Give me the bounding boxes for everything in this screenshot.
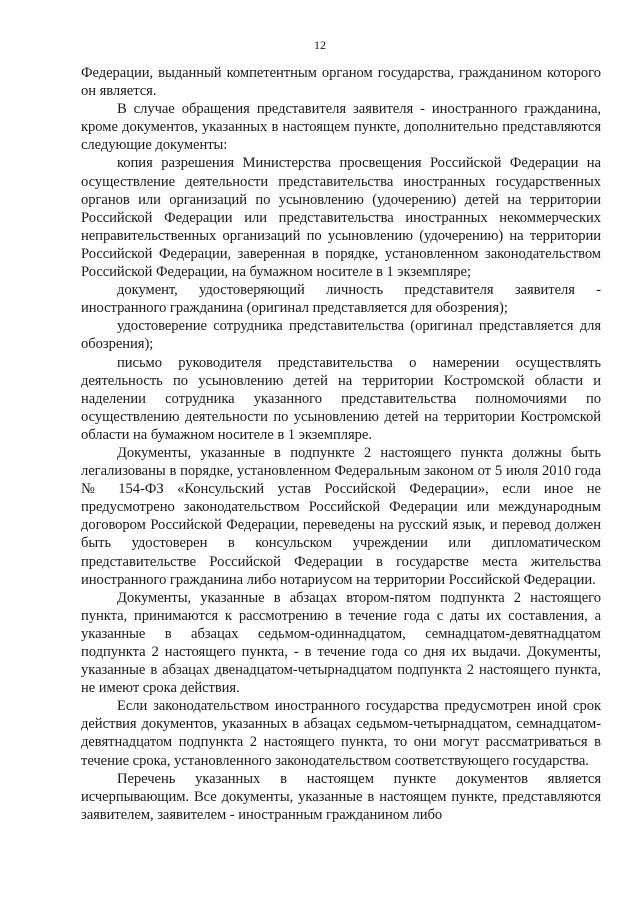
- paragraph: копия разрешения Министерства просвещения Российской Федерации на осуществление деятельности представительства иностранных государственных органов или организаций по усыновлению (удочерению) детей на территории Российской Федерации или представительства иностранных некоммерческих неправительственных организаций по усыновлению (удочерению) на территории Российской Федерации, заверенная в порядке, установленном законодательством Российской Федерации, на бумажном носителе в 1 экземпляре;: [81, 155, 601, 281]
- paragraph: Документы, указанные в подпункте 2 настоящего пункта должны быть легализованы в порядке, установленном Федеральным законом от 5 июля 2010 года № 154-ФЗ «Консульский устав Российской Федерации», если иное не предусмотрено законодательством Российской Федерации или международным договором Российской Федерации, переведены на русский язык, и перевод должен быть удостоверен в консульском учреждении или дипломатическом представительстве Российской Федерации в государстве места жительства иностранного гражданина либо нотариусом на территории Российской Федерации.: [81, 444, 601, 588]
- paragraph: документ, удостоверяющий личность представителя заявителя - иностранного гражданина (оригинал представляется для обозрения);: [81, 282, 601, 317]
- paragraph: В случае обращения представителя заявителя - иностранного гражданина, кроме документов, указанных в настоящем пункте, дополнительно представляются следующие документы:: [81, 101, 601, 154]
- paragraph: письмо руководителя представительства о намерении осуществлять деятельность по усыновлению детей на территории Костромской области и наделении сотрудника указанного представительства полномочиями по осуществлению деятельности по усыновлению детей на территории Костромской области на бумажном носителе в 1 экземпляре.: [81, 354, 601, 443]
- paragraph-continuation: Федерации, выданный компетентным органом государства, гражданином которого он является.: [81, 65, 601, 100]
- paragraph: Перечень указанных в настоящем пункте документов является исчерпывающим. Все документы, указанные в настоящем пункте, представляются заявителем, заявителем - иностранным гражданином либо: [81, 770, 601, 823]
- document-body: [81, 64, 601, 824]
- paragraph: Документы, указанные в абзацах втором-пятом подпункта 2 настоящего пункта, принимаются к рассмотрению в течение года с даты их составления, а указанные в абзацах седьмом-одиннадцатом, семнадцатом-девятнадцатом подпункта 2 настоящего пункта, - в течение года со дня их выдачи. Документы, указанные в абзацах двенадцатом-четырнадцатом подпункта 2 настоящего пункта, не имеют срока действия.: [81, 589, 601, 697]
- paragraph: Если законодательством иностранного государства предусмотрен иной срок действия документов, указанных в абзацах седьмом-четырнадцатом, семнадцатом-девятнадцатом подпункта 2 настоящего пункта, то они могут рассматриваться в течение срока, установленного законодательством соответствующего государства.: [81, 698, 601, 769]
- page-number: 12: [314, 38, 326, 52]
- paragraph: удостоверение сотрудника представительства (оригинал представляется для обозрения);: [81, 318, 601, 353]
